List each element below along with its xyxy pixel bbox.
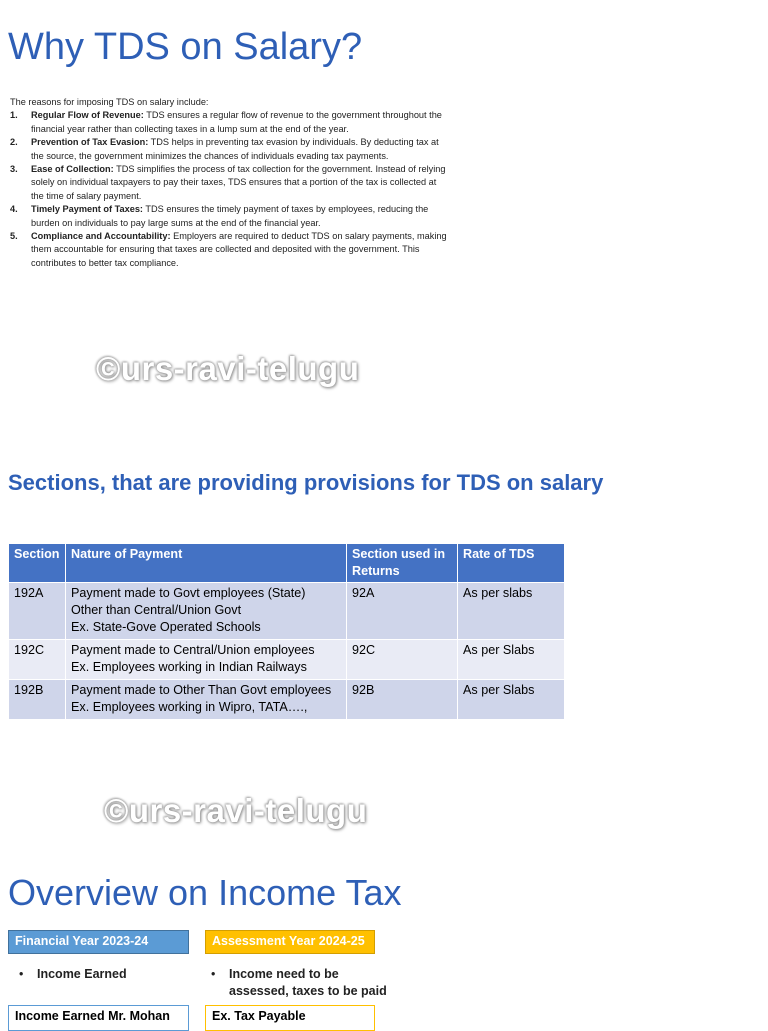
reasons-lead-text: The reasons for imposing TDS on salary include:	[10, 97, 209, 107]
cell-nature	[66, 640, 347, 680]
cell-returns: 92B	[347, 680, 458, 720]
financial-year-label: Financial Year 2023-24	[8, 930, 189, 954]
cell-section: 192A	[9, 583, 66, 640]
nature-line: Ex. Employees working in Wipro, TATA….,	[71, 700, 308, 714]
reason-label: Ease of Collection:	[31, 164, 114, 175]
reason-number: 1.	[10, 110, 18, 121]
cell-section: 192C	[9, 640, 66, 680]
reason-text: TDS helps in preventing tax evasion by individuals. By deducting tax at the source, the government minimizes the chances of individuals evading tax payments.	[31, 137, 439, 161]
ay-bullet-item	[211, 966, 399, 1000]
watermark-text: ©urs-ravi-telugu	[104, 792, 368, 829]
reason-label: Prevention of Tax Evasion:	[31, 137, 149, 148]
header-section: Section	[9, 544, 66, 583]
reason-text: Employers are required to deduct TDS on salary payments, making them accountable for ensuring that taxes are collected and deposited with the government. This contributes to better tax compliance.	[31, 231, 447, 268]
bullet-dot: •	[19, 967, 24, 981]
nature-line: Other than Central/Union Govt	[71, 603, 242, 617]
reason-number: 3.	[10, 164, 18, 175]
ay-bullet-text: Income need to be assessed, taxes to be paid	[229, 967, 387, 998]
cell-returns: 92C	[347, 640, 458, 680]
reasons-list	[10, 109, 450, 270]
bullet-dot: •	[211, 967, 216, 981]
fy-bullet-item	[19, 966, 127, 983]
reason-number: 4.	[10, 204, 18, 215]
header-rate: Rate of TDS	[458, 544, 565, 583]
reason-text: TDS simplifies the process of tax collection for the government. Instead of relying solely on individual taxpayers to pay their taxes, TDS ensures that a portion of the tax is collected at the time of salary payment.	[31, 164, 446, 201]
reason-label: Compliance and Accountability:	[31, 231, 171, 242]
cell-returns: 92A	[347, 583, 458, 640]
reason-label: Timely Payment of Taxes:	[31, 204, 143, 215]
overview-title: Overview on Income Tax	[8, 872, 402, 913]
reason-item	[10, 163, 450, 203]
reason-item	[10, 230, 450, 270]
table-row	[9, 680, 565, 720]
reason-text: TDS ensures the timely payment of taxes by employees, reducing the burden on individuals to pay large sums at the end of the financial year.	[31, 204, 429, 228]
tds-reasons-block	[10, 96, 450, 270]
reason-number: 5.	[10, 231, 18, 242]
cell-nature	[66, 680, 347, 720]
table-row	[9, 583, 565, 640]
reason-item	[10, 109, 450, 136]
nature-line: Payment made to Central/Union employees	[71, 643, 315, 657]
watermark-text: ©urs-ravi-telugu	[96, 350, 360, 387]
fy-bullet-text: Income Earned	[37, 967, 127, 981]
cell-nature	[66, 583, 347, 640]
cell-rate: As per slabs	[458, 583, 565, 640]
reason-label: Regular Flow of Revenue:	[31, 110, 144, 121]
cell-section: 192B	[9, 680, 66, 720]
header-returns: Section used in Returns	[347, 544, 458, 583]
sections-heading: Sections, that are providing provisions for TDS on salary	[8, 470, 604, 495]
reason-item	[10, 203, 450, 230]
nature-line: Ex. State-Gove Operated Schools	[71, 620, 261, 634]
income-earned-box: Income Earned Mr. Mohan	[8, 1005, 189, 1031]
assessment-year-label: Assessment Year 2024-25	[205, 930, 375, 954]
cell-rate: As per Slabs	[458, 640, 565, 680]
page-title-why-tds: Why TDS on Salary?	[8, 26, 363, 68]
nature-line: Payment made to Other Than Govt employees	[71, 683, 332, 697]
nature-line: Ex. Employees working in Indian Railways	[71, 660, 307, 674]
tax-payable-box: Ex. Tax Payable	[205, 1005, 375, 1031]
tds-sections-table	[8, 543, 565, 720]
table-header-row	[9, 544, 565, 583]
reason-number: 2.	[10, 137, 18, 148]
nature-line: Payment made to Govt employees (State)	[71, 586, 306, 600]
reason-text: TDS ensures a regular flow of revenue to the government throughout the financial year rather than collecting taxes in a lump sum at the end of the year.	[31, 110, 442, 134]
header-nature: Nature of Payment	[66, 544, 347, 583]
cell-rate: As per Slabs	[458, 680, 565, 720]
table-row	[9, 640, 565, 680]
reason-item	[10, 136, 450, 163]
